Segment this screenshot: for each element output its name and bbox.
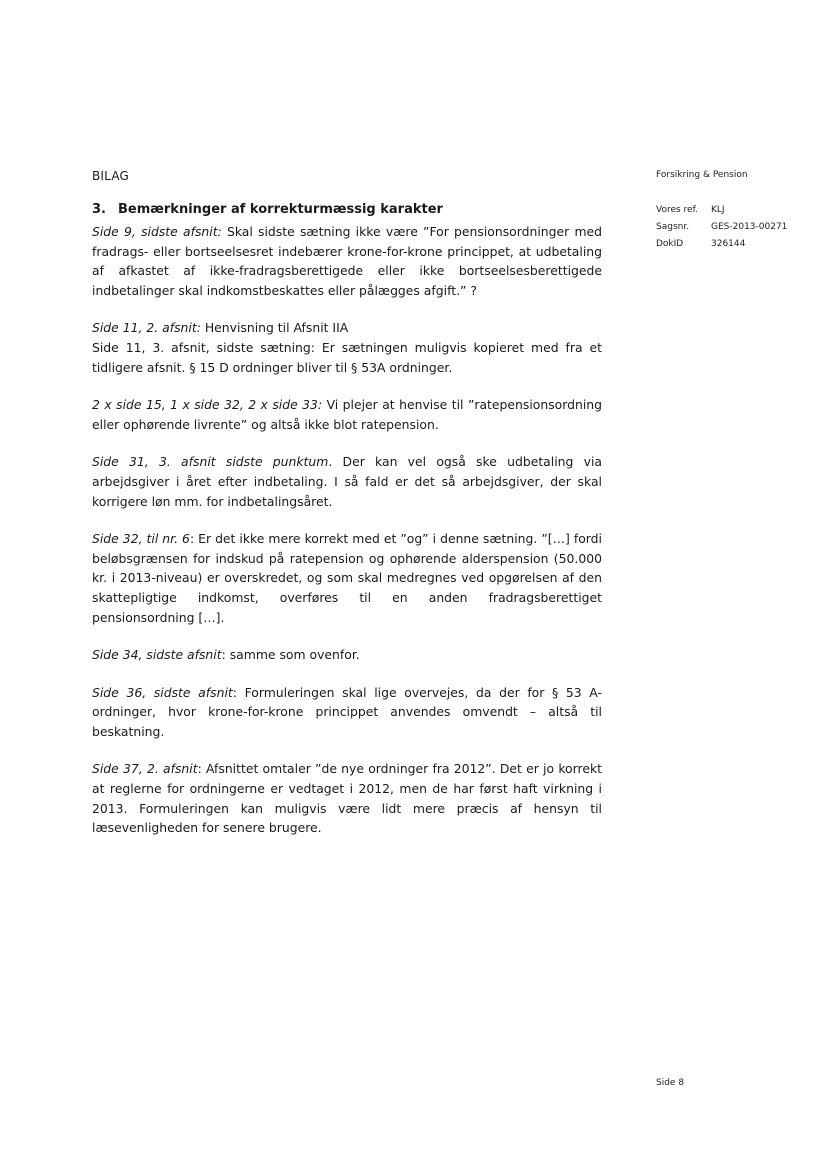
page-number: Side 8 [656, 1078, 685, 1088]
meta-row [656, 239, 787, 256]
meta-value: 326144 [711, 239, 746, 249]
remark-paragraph [92, 395, 602, 434]
page-reference: 2 x side 15, 1 x side 32, 2 x side 33: [92, 397, 323, 413]
section-heading [92, 202, 602, 217]
remark-text: . Der kan vel også ske udbetaling via arbejdsgiver i året efter indbetaling. I så fald er det så arbejdsgiver, der skal korrigere løn mm. for indbetalingsåret. [92, 454, 602, 509]
page-reference: Side 34, sidste afsnit [92, 647, 222, 663]
remark-paragraph [92, 222, 602, 300]
meta-row [656, 205, 787, 222]
document-meta [656, 205, 787, 256]
page-reference: Side 11, 2. afsnit: [92, 320, 201, 336]
meta-key: Sagsnr. [656, 222, 690, 232]
page-reference: Side 36, sidste afsnit [92, 684, 233, 700]
page-reference: Side 32, til nr. 6 [92, 531, 190, 547]
remark-paragraph [92, 452, 602, 511]
remark-text: Skal sidste sætning ikke være ”For pensionsordninger med fradrags- eller bortseelsesret indebærer krone-for-krone princippet, at udbetaling af afkastet af ikke-fradragsberettigede eller ikke bortseelsesberettigede indbetalinger skal indkomstbeskattes eller pålægges afgift.” ? [92, 224, 603, 298]
meta-value: GES-2013-00271 [711, 222, 788, 232]
remark-text: Henvisning til Afsnit IIA [200, 320, 349, 336]
remark-paragraph [92, 759, 602, 837]
remark-text: : samme som ovenfor. [221, 647, 360, 663]
page-reference: Side 37, 2. afsnit [92, 761, 198, 777]
remark-text: : Afsnittet omtaler ”de nye ordninger fra 2012”. Det er jo korrekt at reglerne for ordningerne er vedtaget i 2012, men de har først haft virkning i 2013. Formuleringen kan muligvis være lidt mere præcis af hensyn til læsevenligheden for senere brugere. [92, 761, 602, 836]
remark-text-extra: Side 11, 3. afsnit, sidste sætning: Er sætningen muligvis kopieret med fra et tidligere afsnit. § 15 D ordninger bliver til § 53A ordninger. [92, 339, 602, 375]
document-body [92, 202, 602, 856]
remark-text: : Formuleringen skal lige overvejes, da der for § 53 A-ordninger, hvor krone-for-krone princippet anvendes omvendt – altså til beskatning. [92, 684, 602, 739]
section-title: Bemærkninger af korrekturmæssig karakter [118, 202, 443, 217]
page-reference: Side 9, sidste afsnit: [92, 224, 222, 239]
remark-paragraph [92, 645, 602, 665]
remark-text: Vi plejer at henvise til ”ratepensionsordning eller ophørende livrente” og altså ikke blot ratepension. [92, 397, 602, 432]
meta-key: Vores ref. [656, 205, 698, 215]
meta-value: KLJ [711, 205, 725, 215]
meta-key: DokID [656, 239, 684, 249]
section-number: 3. [92, 202, 106, 217]
remark-text: : Er det ikke mere korrekt med et ”og” i denne sætning. ”[…] fordi beløbsgrænsen for indskud på ratepension og ophørende alderspension (50.000 kr. i 2013-niveau) er overskredet, og som skal medregnes ved opgørelsen af den skattepligtige indkomst, overføres til en anden fradragsberettiget pensionsordning […]. [92, 531, 602, 625]
meta-row [656, 222, 787, 239]
organization-name: Forsikring & Pension [656, 170, 748, 180]
section-label: BILAG [92, 169, 130, 183]
remark-paragraph [92, 683, 602, 742]
remark-paragraph [92, 318, 602, 377]
remark-paragraph [92, 529, 602, 627]
page-reference: Side 31, 3. afsnit sidste punktum [92, 454, 329, 470]
